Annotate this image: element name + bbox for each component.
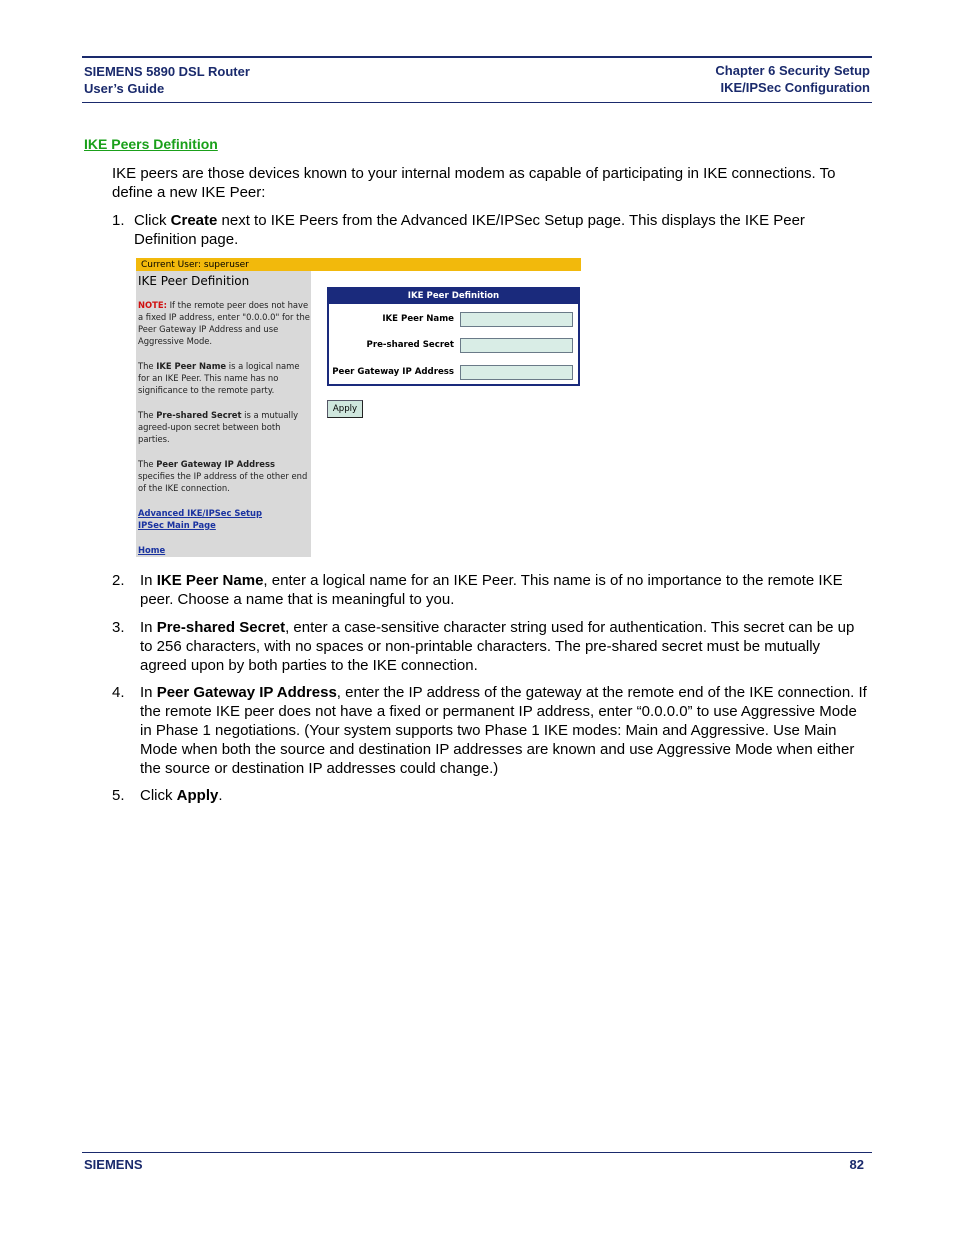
current-user-bar: Current User: superuser [136,258,581,271]
step-number: 5. [112,787,125,804]
step-text [140,786,870,805]
preshared-secret-label: Pre-shared Secret [366,340,454,350]
preshared-secret-row [329,336,578,356]
step-keyword: Apply [176,787,219,804]
sidebar-note [138,299,310,347]
step-text [140,571,870,609]
section-heading: IKE Peers Definition [84,136,218,152]
step-number: 1. [112,212,125,229]
step-text [140,683,870,778]
step-text [140,618,870,675]
sidebar-page-title: IKE Peer Definition [138,274,250,288]
sidebar-links [138,507,310,531]
help-sidebar [136,271,311,557]
help-gateway-ip [138,458,310,494]
step-text-c: , enter the IP address of the gateway at the remote end of the IKE connection. If the remote IKE peer does not have a fixed or permanent IP address, enter “0.0.0.0” to use Aggressive Mode in Phase 1 negotiations. (Your system supports two Phase 1 IKE modes: Main and Aggressive. Use Main Mode when both the source and destination IP addresses are known and use Aggressive Mode when either the source or destination IP addresses could change.) [140,684,867,777]
step-text-a: In [140,619,157,636]
peer-gateway-ip-label: Peer Gateway IP Address [332,367,454,377]
note-label: NOTE: [138,300,167,310]
peer-gateway-ip-row [329,363,578,383]
page-number: 82 [849,1157,864,1172]
intro-paragraph: IKE peers are those devices known to your internal modem as capable of participating in IKE connections. To define a new IKE Peer: [112,165,836,201]
ipsec-main-page-link[interactable]: IPSec Main Page [138,520,216,530]
help-keyword: Peer Gateway IP Address [156,459,275,469]
step-text-a: Click [140,787,177,804]
help-text: The [138,361,157,371]
step-keyword: Create [170,212,218,229]
step-number: 2. [112,572,125,589]
step-keyword: IKE Peer Name [156,572,264,589]
help-peer-name [138,360,310,396]
help-text: The [138,459,157,469]
ike-peer-name-row [329,310,578,330]
help-keyword: Pre-shared Secret [156,410,242,420]
footer-rule [82,1152,872,1153]
step-number: 4. [112,684,125,701]
note-text: If the remote peer does not have a fixed IP address, enter "0.0.0.0" for the Peer Gateway IP Address and use Aggressive Mode. [138,300,310,346]
chapter-title: Chapter 6 Security Setup [715,63,870,78]
help-preshared-secret [138,409,310,445]
help-text: is a logical name for an IKE Peer. This name has no significance to the remote party. [138,361,300,395]
peer-gateway-ip-input[interactable] [460,365,573,380]
home-link-wrap [138,544,310,556]
home-link[interactable]: Home [138,545,166,555]
form-title: IKE Peer Definition [329,289,578,304]
header-bottom-rule [82,102,872,103]
help-text: specifies the IP address of the other end of the IKE connection. [138,471,308,493]
header-top-rule [82,56,872,58]
header-right [715,62,870,96]
step-keyword: Pre-shared Secret [156,619,286,636]
apply-button[interactable]: Apply [327,400,363,418]
footer-brand: SIEMENS [84,1157,143,1172]
step-text-c: . [218,787,223,804]
help-text: is a mutually agreed-upon secret between both parties. [138,410,299,444]
doc-title: SIEMENS 5890 DSL Router [84,64,250,79]
step-text-c: , enter a logical name for an IKE Peer. This name is of no importance to the remote IKE peer. Choose a name that is meaningful to you. [140,572,843,608]
step-number: 3. [112,619,125,636]
ike-peer-name-input[interactable] [460,312,573,327]
ike-peer-form [327,287,580,386]
step-text-a: In [140,572,157,589]
ike-peer-definition-screenshot [136,258,582,558]
step-text-c: next to IKE Peers from the Advanced IKE/IPSec Setup page. This displays the IKE Peer Definition page. [134,212,805,248]
help-keyword: IKE Peer Name [156,361,227,371]
section-name: IKE/IPSec Configuration [720,80,870,95]
doc-subtitle: User’s Guide [84,81,165,96]
step-text-a: Click [134,212,171,229]
ike-peer-name-label: IKE Peer Name [382,314,454,324]
advanced-ike-ipsec-setup-link[interactable]: Advanced IKE/IPSec Setup [138,508,263,518]
step-text-a: In [140,684,157,701]
step-text [134,211,864,249]
header-left [84,63,250,97]
step-text-c: , enter a case-sensitive character string used for authentication. This secret can be up to 256 characters, with no spaces or non-printable characters. The pre-shared secret must be mutually agreed upon by both parties to the IKE connection. [140,619,855,674]
help-text: The [138,410,157,420]
step-keyword: Peer Gateway IP Address [156,684,337,701]
preshared-secret-input[interactable] [460,338,573,353]
